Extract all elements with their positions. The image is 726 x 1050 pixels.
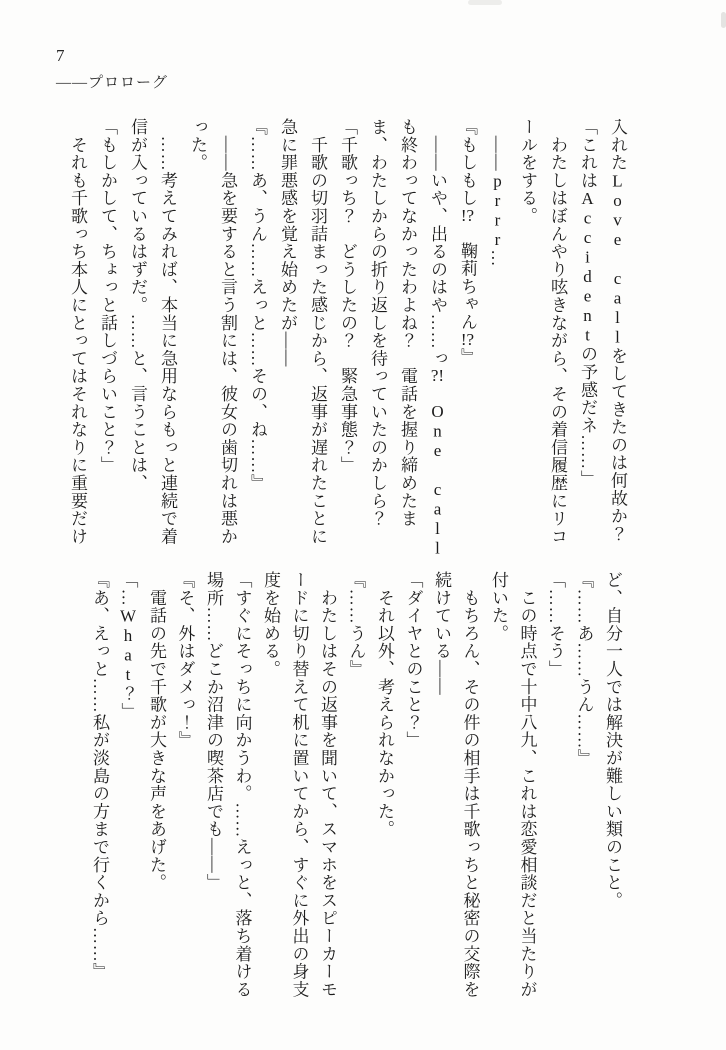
text-segment: ールをする。	[518, 118, 537, 225]
text-line	[398, 571, 427, 1001]
text-line	[212, 118, 242, 546]
text-line	[182, 118, 212, 536]
text-segment: ま、わたしからの折り返しを待っていたのかしら？	[368, 118, 387, 528]
text-segment: 信が入っているはずだ。……と、言うことは、	[128, 118, 147, 492]
text-line	[422, 118, 452, 559]
text-segment: 「すぐにそっちに向かうわ。……えっと、落ち着ける	[232, 571, 252, 999]
text-segment: わたしはその返事を聞いて、スマホをスピーカーモ	[318, 571, 337, 999]
scan-artifact	[721, 12, 726, 28]
text-line	[92, 118, 122, 536]
text-segment: 「……そう」	[546, 571, 565, 678]
text-line	[142, 571, 171, 1001]
text-line	[62, 118, 92, 546]
text-segment: 「ダイヤとのこと？」	[403, 571, 423, 749]
text-segment: 千歌の切羽詰まった感じから、返事が遅れたことに	[308, 118, 327, 546]
text-segment: !?	[460, 207, 475, 224]
text-line	[362, 118, 392, 536]
text-segment: それも千歌っち本人にとってはそれなりに重要だけ	[68, 118, 87, 546]
text-segment: Accident	[578, 189, 597, 346]
text-segment: の予感だネ……」	[578, 345, 597, 488]
page-header	[56, 46, 168, 92]
text-segment: もちろん、その件の相手は千歌っちと秘密の交際を	[460, 571, 480, 999]
text-segment: 『そ、外はダメっ！』	[175, 571, 195, 749]
text-line	[113, 571, 142, 1001]
text-line	[272, 118, 302, 536]
text-line	[122, 118, 152, 536]
text-line	[602, 118, 632, 543]
text-line	[341, 571, 370, 1001]
text-line	[392, 118, 422, 536]
text-line	[512, 118, 542, 536]
text-line	[484, 571, 513, 1001]
text-segment: をしてきたのは何故か？	[608, 346, 627, 543]
text-segment: 度を始める。	[261, 571, 280, 678]
text-segment: 『あ、えっと……私が淡島の方まで行くから……』	[90, 571, 109, 981]
text-line	[313, 571, 342, 1001]
text-line	[452, 118, 482, 536]
text-segment: 『もしもし	[458, 118, 477, 207]
text-segment: も終わってなかったわよね？ 電話を握り締めたま	[398, 118, 417, 528]
text-line	[227, 571, 256, 1001]
text-segment: 急に罪悪感を覚え始めたが——	[278, 118, 297, 368]
text-segment: !?	[460, 330, 475, 348]
text-segment: 「もしかして、ちょっと話しづらいこと？」	[98, 118, 117, 474]
text-band-top	[62, 118, 632, 559]
text-segment: ——いや、出るのはや……っ	[428, 118, 447, 368]
text-segment: ——	[488, 118, 507, 172]
text-segment: 「…	[118, 571, 138, 607]
text-segment: 』	[458, 347, 477, 366]
text-segment: Love call	[608, 171, 627, 347]
text-line	[427, 571, 456, 1001]
text-line	[572, 118, 602, 536]
text-line	[256, 571, 285, 1001]
text-line	[170, 571, 199, 1001]
text-line	[85, 571, 114, 1001]
text-segment: One call	[428, 402, 447, 559]
text-line	[542, 118, 572, 546]
text-line	[302, 118, 332, 546]
text-line	[512, 571, 541, 1001]
text-segment: 「千歌っち？ どうしたの？ 緊急事態？」	[338, 118, 357, 474]
text-segment: ードに切り替えて机に置いてから、すぐに外出の身支	[289, 571, 309, 999]
text-segment: ——急を要すると言う割には、彼女の歯切れは悪か	[218, 118, 237, 546]
text-segment: ど、自分一人では解決が難しい類のこと。	[603, 571, 622, 910]
scan-artifact	[468, 0, 502, 5]
text-line	[569, 571, 598, 1001]
text-segment: ?!	[430, 367, 445, 385]
text-segment: 鞠莉ちゃん	[458, 224, 477, 331]
text-segment: 入れた	[608, 118, 627, 172]
text-line	[370, 571, 399, 1001]
text-band-bottom	[85, 571, 627, 1001]
text-segment: 場所……どこか沼津の喫茶店でも——」	[204, 571, 223, 892]
text-segment: 『……あ、うん……えっと……その、ね……』	[248, 118, 267, 492]
text-line	[242, 118, 272, 536]
text-line	[455, 571, 484, 1001]
text-line	[199, 571, 228, 1001]
text-segment: prrr	[488, 171, 507, 250]
text-line	[332, 118, 362, 536]
text-segment: 続けている——	[432, 571, 451, 696]
text-line	[541, 571, 570, 1001]
text-line	[152, 118, 182, 546]
text-line	[598, 571, 627, 1001]
text-segment: わたしはぼんやり呟きながら、その着信履歴にリコ	[548, 118, 567, 546]
text-segment: 『……あ……うん……』	[574, 571, 594, 767]
text-segment: ？」	[118, 684, 138, 721]
page-number: 7	[56, 46, 66, 65]
text-segment: 電話の先で千歌が大きな声をあげた。	[147, 571, 166, 892]
text-segment: …	[488, 249, 507, 268]
text-segment: 『……うん』	[346, 571, 366, 678]
text-segment: それ以外、考えられなかった。	[375, 571, 394, 838]
text-segment: What	[118, 606, 138, 685]
text-line	[284, 571, 313, 1001]
text-segment: 付いた。	[489, 571, 508, 643]
text-segment: ……考えてみれば、本当に急用ならもっと連続で着	[158, 118, 177, 546]
text-segment: この時点で十中八九、これは恋愛相談だと当たりが	[517, 571, 537, 999]
text-segment: 「これは	[578, 118, 597, 190]
text-segment	[428, 384, 447, 402]
text-segment: った。	[188, 118, 207, 172]
text-line	[482, 118, 512, 536]
chapter-heading: ——プロローグ	[56, 75, 169, 91]
